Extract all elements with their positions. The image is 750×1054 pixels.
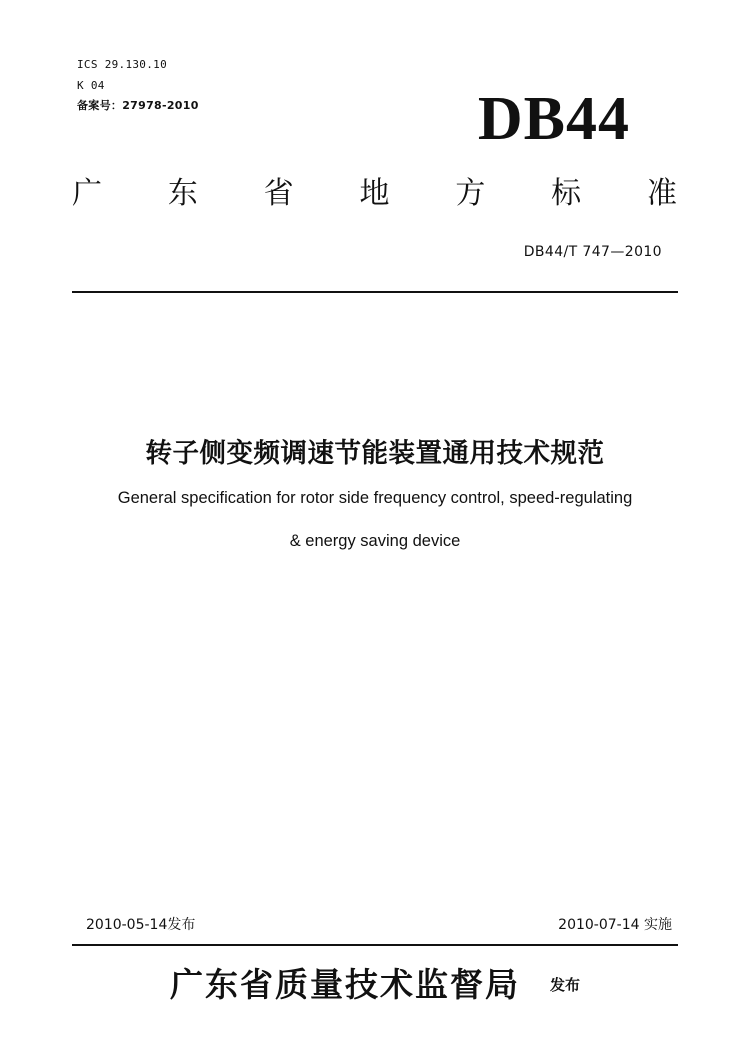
filing-number [77, 99, 199, 113]
filing-label: 备案号： [77, 99, 123, 112]
standard-type-heading [72, 172, 677, 216]
standard-type-char: 地 [359, 176, 390, 211]
standard-type-char: 方 [455, 176, 486, 211]
implementation-date: 2010-07-14 [558, 917, 640, 933]
issue-label: 发布 [167, 917, 196, 933]
standard-number: DB44/T 747—2010 [523, 244, 662, 260]
standard-type-char: 准 [646, 176, 677, 211]
footer-divider [72, 944, 678, 946]
issuing-authority: 广东省质量技术监督局 [169, 965, 520, 1004]
standard-code-logo: DB44 [477, 85, 630, 153]
header-divider [72, 291, 678, 293]
classification-code: K 04 [77, 79, 105, 92]
standard-type-char: 东 [167, 176, 198, 211]
filing-value: 27978-2010 [122, 99, 199, 112]
issuer-action-label: 发布 [549, 976, 580, 994]
document-title-english-line1: General specification for rotor side frequency control, speed-regulating [117, 489, 633, 507]
document-title-english-line2: & energy saving device [289, 532, 461, 550]
issue-date: 2010-05-14 [86, 917, 168, 933]
standard-type-char: 广 [72, 176, 102, 211]
issuer-block [0, 962, 750, 1008]
issue-date-block [86, 914, 195, 936]
ics-code: ICS 29.130.10 [77, 58, 167, 71]
standard-type-char: 标 [551, 176, 582, 211]
implementation-label: 实施 [644, 917, 672, 933]
document-title-chinese: 转子侧变频调速节能装置通用技术规范 [145, 438, 605, 469]
implementation-date-block [558, 914, 672, 936]
standard-type-char: 省 [263, 176, 294, 211]
